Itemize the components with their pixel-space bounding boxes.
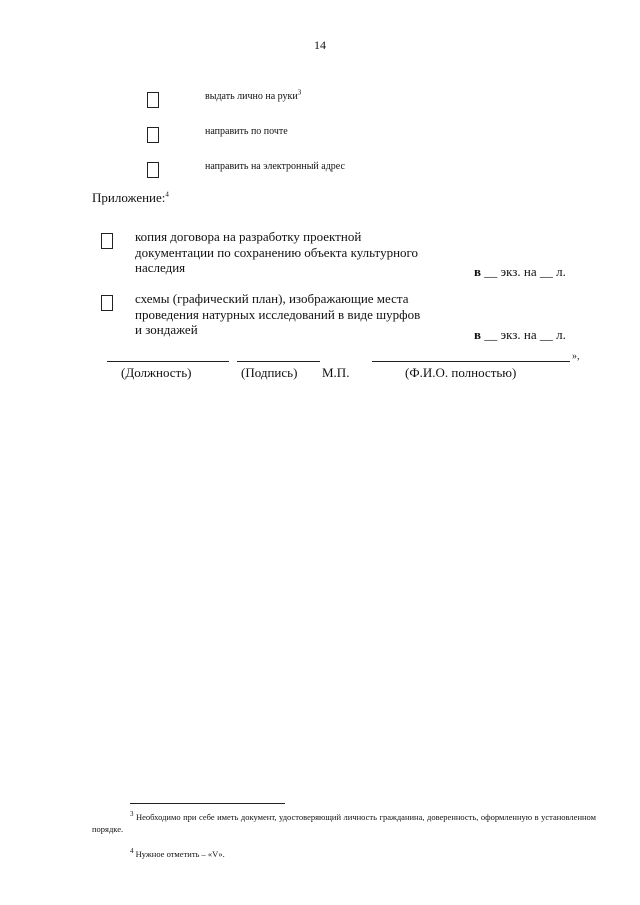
footnote-4: $^4$ Нужное отметить – «V».: [130, 847, 225, 859]
seal-caption: М.П.: [322, 365, 350, 380]
footnote-3: $^3$ Необходимо при себе иметь документ, удостоверяющий личность гражданина, доверенность, оформленную в установленном порядке.: [92, 810, 597, 834]
attachment-copies: в __ экз. на __ л.: [474, 327, 566, 342]
position-caption: (Должность): [121, 365, 192, 380]
attachment-copies: в __ экз. на __ л.: [474, 264, 566, 279]
attachments-heading: Приложение:$^4$: [92, 190, 169, 205]
attachment-checkbox[interactable]: [101, 295, 113, 311]
delivery-option-checkbox[interactable]: [147, 127, 159, 143]
attachment-checkbox[interactable]: [101, 233, 113, 249]
signature-caption: (Подпись): [241, 365, 298, 380]
delivery-option-checkbox[interactable]: [147, 92, 159, 108]
signature-line: [237, 361, 320, 362]
delivery-option-label: направить по почте: [205, 126, 288, 137]
page-number: 14: [314, 38, 326, 52]
position-line: [107, 361, 229, 362]
attachment-text: копия договора на разработку проектной документации по сохранению объекта культурного наследия: [135, 229, 419, 275]
name-line: [372, 361, 570, 362]
delivery-option-label: выдать лично на руки$^3$: [205, 88, 302, 102]
delivery-option-label: направить на электронный адрес: [205, 161, 345, 172]
closing-mark: »,: [572, 351, 580, 362]
footnote-rule: [130, 803, 285, 804]
attachment-text: схемы (графический план), изображающие места проведения натурных исследований в виде шурфов и зондажей: [135, 291, 421, 337]
name-caption: (Ф.И.О. полностью): [405, 365, 517, 380]
delivery-option-checkbox[interactable]: [147, 162, 159, 178]
